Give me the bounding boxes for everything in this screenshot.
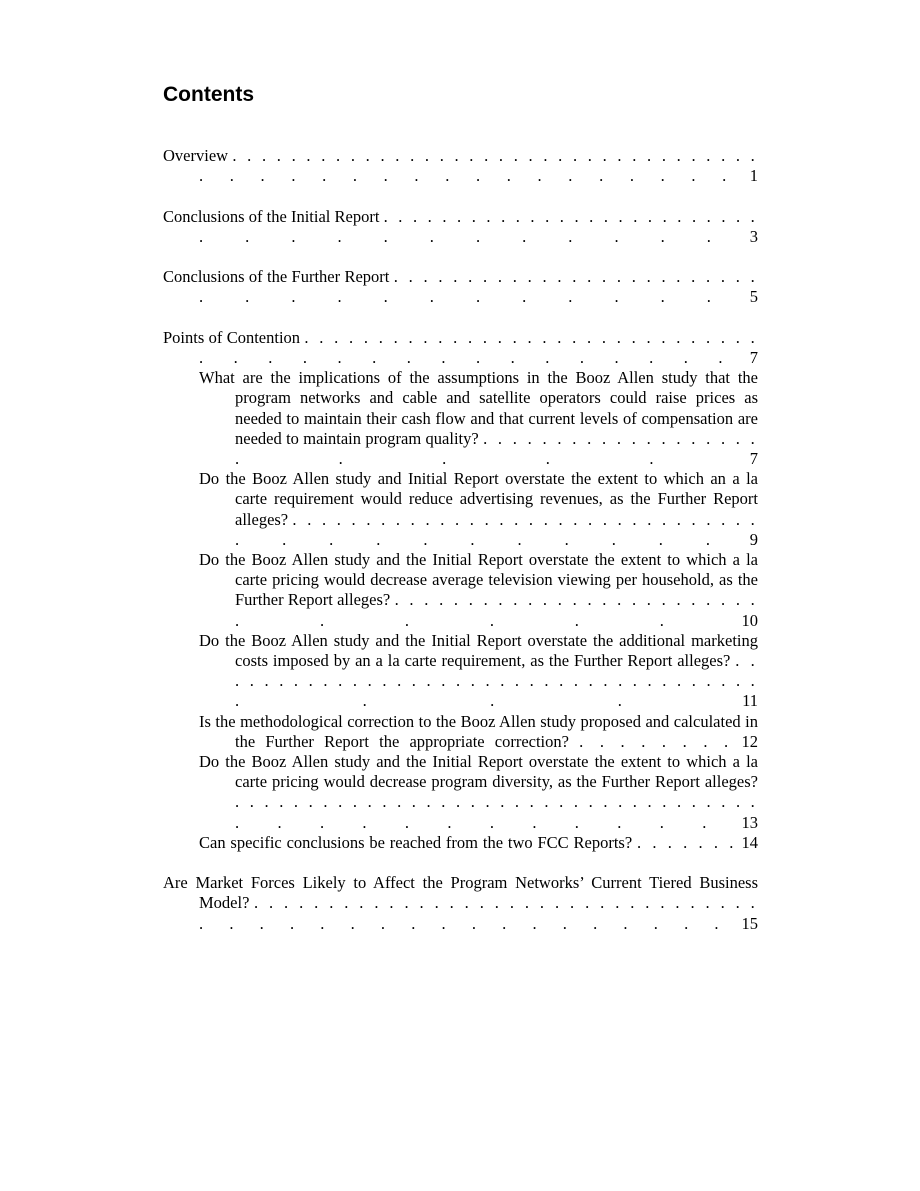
toc-entry-market-forces[interactable] xyxy=(163,873,758,934)
toc-entry-title: Points of Contention xyxy=(163,327,301,347)
leader-dots: . . . . . . . . . . . . . . . . . . . . . . . . . . . . . . . . . . . . . . . . . . xyxy=(235,651,759,711)
toc-subentry-price-assumptions[interactable] xyxy=(163,368,758,469)
toc-page-number: 14 xyxy=(741,832,758,852)
toc-entry-initial-report[interactable] xyxy=(163,207,758,247)
toc-page-number: 7 xyxy=(749,347,759,367)
toc-page-number: 1 xyxy=(749,166,758,186)
toc-entry-title: Can specific conclusions be reached from the two FCC Reports? xyxy=(199,832,633,852)
leader-dots: . . . . . . . . . . . . . . . . . . . . . . . . . . . . . . . . . . . . . . . . . . . . . . . . . . . . xyxy=(199,893,758,933)
toc-entry-title: Do the Booz Allen study and the Initial Report overstate the extent to which a la carte pricing would decrease program diversity, as the Further Report alleges? xyxy=(199,752,758,792)
leader-dots: . . . . . . . . . . . . . . . . . . . . . . . . . . . . . . . . . . . . . . . . . . . xyxy=(235,509,758,549)
toc-subentry-specific-conclusions[interactable] xyxy=(163,833,758,853)
toc-page-number: 15 xyxy=(741,913,759,933)
contents-heading: Contents xyxy=(163,83,254,106)
toc-page-number: 10 xyxy=(741,610,759,630)
toc-entry-title: Do the Booz Allen study and Initial Report overstate the extent to which an a la carte requirement would reduce advertising revenues, as the Further Report alleges? xyxy=(199,469,758,529)
leader-dots: . . . . . . . xyxy=(637,832,737,852)
toc-subentry-marketing-costs[interactable] xyxy=(163,631,758,712)
toc-page-number: 12 xyxy=(741,731,759,751)
toc-entry-title: Do the Booz Allen study and the Initial Report overstate the additional marketing costs imposed by an a la carte requirement, as the Further Report alleges? xyxy=(199,630,758,671)
toc-entry-title: Conclusions of the Further Report xyxy=(163,267,390,287)
toc-entry-overview[interactable] xyxy=(163,146,758,186)
leader-dots: . . . . . . . . . . . . . . . . . . . . . . . . . . . . . . . . . . . . . . . . . . . . . . . . xyxy=(235,792,758,832)
leader-dots: . . . . . . . . . . . . . . . . . . . . . . . . xyxy=(235,428,759,468)
toc-entry-further-report[interactable] xyxy=(163,267,758,307)
toc-subentry-advertising-revenues[interactable] xyxy=(163,469,758,550)
leader-dots: . . . . . . . . xyxy=(579,731,732,751)
toc-subentry-television-viewing[interactable] xyxy=(163,550,758,631)
toc-entry-title: Overview xyxy=(163,146,229,165)
toc-page-number: 9 xyxy=(749,529,758,549)
leader-dots: . . . . . . . . . . . . . . . . . . . . . . . . . . . . . . . . . . . . . . xyxy=(199,206,759,246)
toc-entry-title: Conclusions of the Initial Report xyxy=(163,206,380,226)
toc-page-number: 7 xyxy=(749,449,758,468)
toc-page-number: 5 xyxy=(749,287,758,307)
table-of-contents xyxy=(163,146,758,934)
leader-dots: . . . . . . . . . . . . . . . . . . . . . . . . . . . . . . . . . . . . . xyxy=(199,267,758,307)
toc-entry-title: Is the methodological correction to the Booz Allen study proposed and calculated in the Further Report the appropriate correction? xyxy=(199,711,758,751)
toc-page-number: 3 xyxy=(749,226,758,246)
toc-page-number: 11 xyxy=(742,691,759,711)
leader-dots: . . . . . . . . . . . . . . . . . . . . . . . . . . . . . . . . . . . . . . . . . . . . . . . . . . . . . . xyxy=(199,146,759,186)
toc-entry-points-of-contention[interactable] xyxy=(163,328,758,368)
toc-page-number: 13 xyxy=(741,812,758,832)
leader-dots: . . . . . . . . . . . . . . . . . . . . . . . . . . . . . . . . . . . . . . . . . . . . . . . xyxy=(199,327,759,367)
toc-entry-title: Do the Booz Allen study and the Initial Report overstate the extent to which a la carte pricing would decrease average television viewing per household, as the Further Report alleges? xyxy=(199,550,758,610)
toc-subentry-methodological-correction[interactable] xyxy=(163,712,758,752)
toc-entry-title: Are Market Forces Likely to Affect the Program Networks’ Current Tiered Business Model? xyxy=(163,873,758,913)
toc-entry-title: What are the implications of the assumptions in the Booz Allen study that the program networks and cable and satellite operators could raise prices as needed to maintain their cash flow and that current levels of compensation are needed to maintain program quality? xyxy=(199,368,758,448)
toc-subentry-program-diversity[interactable] xyxy=(163,752,758,833)
leader-dots: . . . . . . . . . . . . . . . . . . . . . . . . . . . . . . . xyxy=(235,590,758,630)
